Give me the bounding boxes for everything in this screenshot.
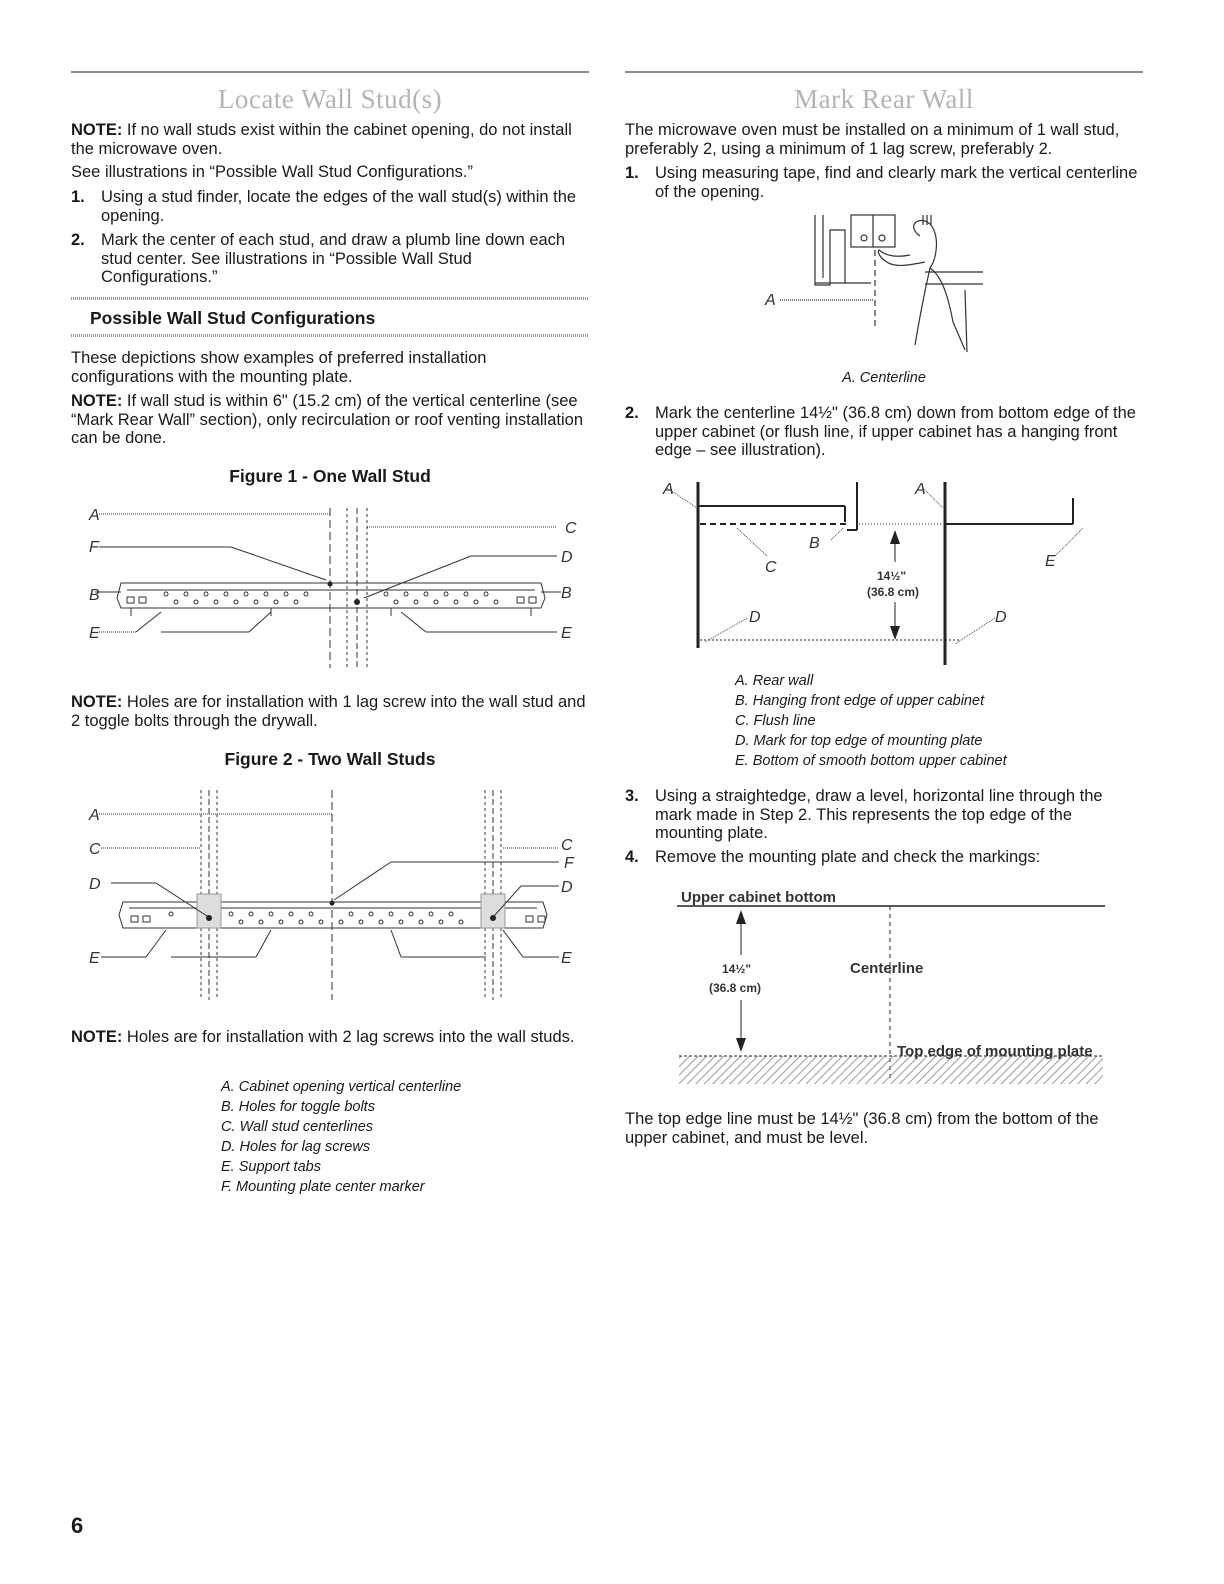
note-text: If wall stud is within 6" (15.2 cm) of the vertical centerline (see “Mark Rear Wall” section), only recirculation or roof venting installation can be done. — [71, 392, 583, 447]
illustration-label: D — [749, 609, 761, 626]
legend-item: C. Flush line — [735, 713, 816, 729]
subsection-heading: Possible Wall Stud Configurations — [90, 308, 376, 328]
legend-item: A. Cabinet opening vertical centerline — [221, 1079, 462, 1095]
step-number: 1. — [71, 188, 85, 206]
figure-label: F — [89, 539, 99, 556]
figure-label: E — [561, 950, 572, 967]
step-text: Using a stud finder, locate the edges of the wall stud(s) within the opening. — [101, 188, 577, 225]
measurement-check-illustration — [625, 0, 1143, 1110]
step-text: Mark the centerline 14½" (36.8 cm) down from bottom edge of the upper cabinet (or flush line, if upper cabinet has a hanging front edge – see illustration). — [655, 404, 1136, 459]
note-text: If no wall studs exist within the cabinet opening, do not install the microwave oven. — [71, 121, 572, 158]
figure-label: D — [89, 876, 101, 893]
legend-item: C. Wall stud centerlines — [221, 1119, 374, 1135]
step-number: 2. — [71, 231, 85, 249]
illustration-label: Top edge of mounting plate — [897, 1043, 1093, 1060]
page-number: 6 — [71, 1513, 84, 1538]
legend-item: E. Bottom of smooth bottom upper cabinet — [735, 753, 1007, 769]
figure-label: E — [89, 625, 100, 642]
note-text: Holes are for installation with 2 lag screws into the wall studs. — [122, 1028, 575, 1046]
legend-item: D. Holes for lag screws — [221, 1139, 371, 1155]
illustration-label: C — [765, 559, 777, 576]
illustration-label: Centerline — [850, 960, 924, 977]
center-marker-icon — [330, 901, 335, 906]
illustration-label: E — [1045, 553, 1056, 570]
figure-label: A — [89, 807, 100, 824]
lag-screw-hole-icon — [206, 915, 212, 921]
dimension-inches: 14½" — [877, 569, 907, 583]
step-number: 4. — [625, 848, 639, 866]
figure-label: A — [89, 507, 100, 524]
depictions-paragraph: These depictions show examples of preferred installation configurations with the mounting plate. — [71, 349, 487, 386]
step-text: Using measuring tape, find and clearly mark the vertical centerline of the opening. — [655, 164, 1138, 201]
figure-label: D — [561, 549, 573, 566]
dimension-inches: 14½" — [722, 962, 752, 976]
closing-paragraph: The top edge line must be 14½" (36.8 cm) from the bottom of the upper cabinet, and must be level. — [625, 1110, 1099, 1147]
legend-item: B. Holes for toggle bolts — [221, 1099, 375, 1115]
figure-title: Figure 1 - One Wall Stud — [229, 466, 431, 486]
figure-title: Figure 2 - Two Wall Studs — [224, 749, 436, 769]
illustration-label: A — [663, 481, 674, 498]
dimension-cm: (36.8 cm) — [709, 981, 762, 995]
illustration-label: D — [995, 609, 1007, 626]
section-heading: Mark Rear Wall — [794, 84, 974, 114]
stud-shade — [197, 894, 221, 928]
stud-shade — [481, 894, 505, 928]
intro-paragraph: The microwave oven must be installed on a minimum of 1 wall stud, preferably 2, using a minimum of 1 lag screw, preferably 2. — [625, 121, 1120, 158]
figure-legend — [221, 1077, 461, 1197]
note-label: NOTE: — [71, 392, 123, 410]
figure-label: F — [564, 855, 574, 872]
figure-label: C — [89, 841, 101, 858]
legend-item: A. Rear wall — [735, 673, 814, 689]
lag-screw-hole-icon — [490, 915, 496, 921]
step-text: Using a straightedge, draw a level, horizontal line through the mark made in Step 2. This represents the top edge of the mounting plate. — [655, 787, 1103, 842]
legend-item: B. Hanging front edge of upper cabinet — [735, 693, 985, 709]
legend-item: F. Mounting plate center marker — [221, 1179, 425, 1195]
note-label: NOTE: — [71, 1028, 123, 1046]
step-text: Mark the center of each stud, and draw a plumb line down each stud center. See illustrations in “Possible Wall Stud Configurations.” — [101, 231, 566, 286]
figure-label: C — [565, 520, 577, 537]
figure-label: C — [561, 837, 573, 854]
step-text: Remove the mounting plate and check the markings: — [655, 848, 1041, 866]
step-number: 3. — [625, 787, 639, 805]
see-paragraph: See illustrations in “Possible Wall Stud Configurations.” — [71, 163, 473, 181]
illustration-label: A — [765, 292, 776, 309]
legend-item: D. Mark for top edge of mounting plate — [735, 733, 983, 749]
note-text: Holes are for installation with 1 lag screw into the wall stud and 2 toggle bolts through the drywall. — [71, 693, 586, 730]
illustration-label: B — [809, 535, 820, 552]
step-number: 2. — [625, 404, 639, 422]
figure-label: E — [561, 625, 572, 642]
legend-item: E. Support tabs — [221, 1159, 321, 1175]
figure-two-wall-studs — [71, 0, 589, 1020]
dimension-cm: (36.8 cm) — [867, 585, 920, 599]
section-heading: Locate Wall Stud(s) — [217, 84, 443, 114]
illustration-label: Upper cabinet bottom — [681, 889, 837, 906]
illustration-label: A — [915, 481, 926, 498]
figure-label: E — [89, 950, 100, 967]
step-number: 1. — [625, 164, 639, 182]
note-label: NOTE: — [71, 121, 123, 139]
illustration-caption: A. Centerline — [842, 370, 926, 386]
note-paragraph — [71, 1028, 589, 1047]
note-label: NOTE: — [71, 693, 123, 711]
mounting-plate-hatch — [679, 1056, 1103, 1084]
figure-label: D — [561, 879, 573, 896]
figure-label: B — [89, 587, 100, 604]
figure-label: B — [561, 585, 572, 602]
